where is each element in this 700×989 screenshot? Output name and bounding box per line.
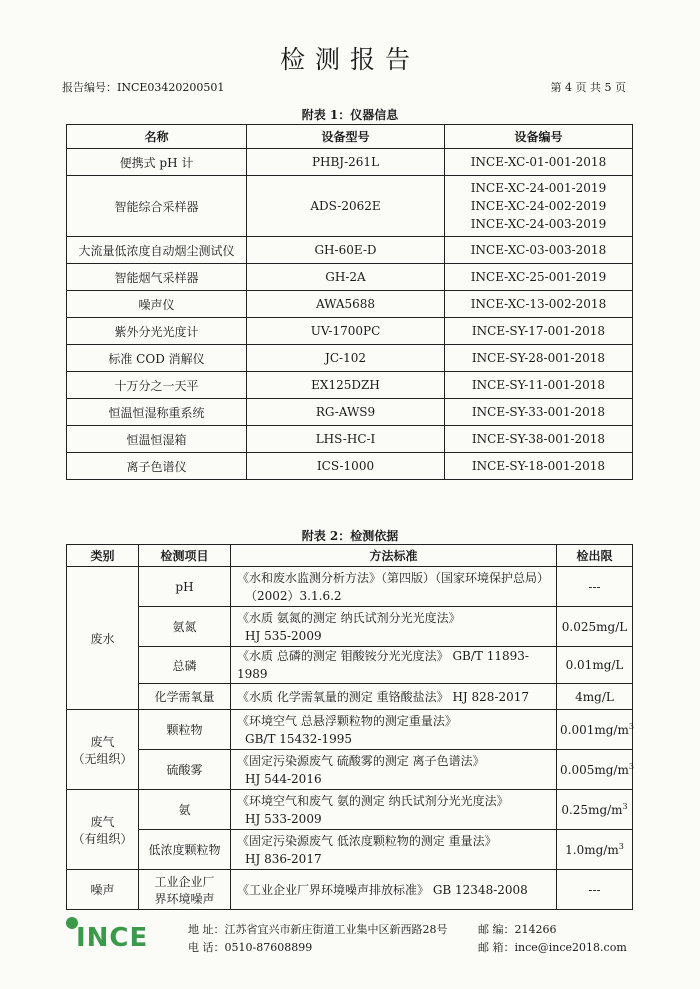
table-row xyxy=(67,684,633,710)
instrument-id-cell xyxy=(445,149,633,176)
table-row xyxy=(67,176,633,237)
instrument-name: 十万分之一天平 xyxy=(67,372,247,399)
method-line: HJ 836-2017 xyxy=(245,851,322,866)
unit-superscript: 3 xyxy=(622,802,628,811)
table-row xyxy=(67,710,633,750)
col-header-id: 设备编号 xyxy=(445,125,633,149)
test-item: 氨氮 xyxy=(172,620,197,634)
method-cell xyxy=(231,647,557,684)
instrument-model: EX125DZH xyxy=(247,372,445,399)
footer-phone: 电 话：0510-87608899 xyxy=(188,941,313,954)
category-cell xyxy=(67,870,139,910)
instrument-id-cell xyxy=(445,345,633,372)
method-cell xyxy=(231,750,557,790)
method-line: 《工业企业厂界环境噪声排放标准》 GB 12348-2008 xyxy=(237,882,528,897)
table-row xyxy=(67,750,633,790)
table2-caption: 附表 2：检测依据 xyxy=(301,529,399,543)
instrument-id: INCE-SY-28-001-2018 xyxy=(471,351,606,365)
instrument-id: INCE-SY-18-001-2018 xyxy=(471,459,606,473)
method-line: 《环境空气 总悬浮颗粒物的测定重量法》 xyxy=(237,713,457,728)
instrument-id: INCE-XC-03-003-2018 xyxy=(470,243,607,257)
method-line: HJ 535-2009 xyxy=(245,628,322,643)
instrument-id-cell xyxy=(445,426,633,453)
instrument-id-cell xyxy=(445,237,633,264)
test-item: 硫酸雾 xyxy=(166,763,203,777)
table-row xyxy=(67,426,633,453)
limit-cell xyxy=(557,607,633,647)
test-item: 颗粒物 xyxy=(166,723,203,737)
method-cell xyxy=(231,607,557,647)
detection-limit: --- xyxy=(588,882,601,897)
detection-limit: 0.25mg/m xyxy=(561,803,623,817)
method-cell xyxy=(231,567,557,607)
table-row xyxy=(67,453,633,480)
footer xyxy=(0,905,700,965)
instrument-id: INCE-XC-24-002-2019 xyxy=(470,199,607,213)
table-row xyxy=(67,291,633,318)
detection-limit: 0.025mg/L xyxy=(561,619,628,634)
page-number: 第 4 页 共 5 页 xyxy=(550,81,626,94)
instrument-model: LHS-HC-I xyxy=(247,426,445,453)
instrument-model: GH-2A xyxy=(247,264,445,291)
test-item: 氨 xyxy=(178,803,191,817)
limit-cell xyxy=(557,870,633,910)
limit-cell xyxy=(557,567,633,607)
instrument-id: INCE-XC-01-001-2018 xyxy=(470,155,607,169)
method-line: （2002）3.1.6.2 xyxy=(245,588,342,603)
category-cell xyxy=(67,710,139,790)
instrument-name: 恒温恒湿箱 xyxy=(67,426,247,453)
table-row xyxy=(67,264,633,291)
instrument-id-cell xyxy=(445,372,633,399)
method-cell xyxy=(231,830,557,870)
instrument-id-cell xyxy=(445,291,633,318)
instrument-id: INCE-SY-17-001-2018 xyxy=(471,324,606,338)
col-header-category: 类别 xyxy=(67,545,139,567)
test-item: 界环境噪声 xyxy=(154,891,215,906)
unit-superscript: 3 xyxy=(628,762,634,771)
test-item-cell xyxy=(139,870,231,910)
detection-limit: --- xyxy=(588,579,601,594)
detection-limit: 0.005mg/m xyxy=(560,763,629,777)
col-header-limit: 检出限 xyxy=(557,545,633,567)
method-cell xyxy=(231,684,557,710)
instrument-model: PHBJ-261L xyxy=(247,149,445,176)
instrument-id: INCE-SY-38-001-2018 xyxy=(471,432,606,446)
category-cell xyxy=(67,567,139,710)
col-header-item: 检测项目 xyxy=(139,545,231,567)
method-cell xyxy=(231,790,557,830)
instrument-id: INCE-XC-24-001-2019 xyxy=(470,181,607,195)
instrument-name: 智能综合采样器 xyxy=(67,176,247,237)
limit-cell xyxy=(557,647,633,684)
col-header-name: 名称 xyxy=(67,125,247,149)
instrument-name: 智能烟气采样器 xyxy=(67,264,247,291)
instrument-name: 标准 COD 消解仪 xyxy=(67,345,247,372)
table-row xyxy=(67,607,633,647)
method-line: 《水质 氨氮的测定 纳氏试剂分光光度法》 xyxy=(237,610,461,625)
instrument-model: RG-AWS9 xyxy=(247,399,445,426)
footer-email: 邮 箱：ince@ince2018.com xyxy=(478,941,627,954)
method-line: HJ 533-2009 xyxy=(245,811,322,826)
limit-cell xyxy=(557,684,633,710)
instrument-name: 噪声仪 xyxy=(67,291,247,318)
instrument-model: AWA5688 xyxy=(247,291,445,318)
table-row xyxy=(67,830,633,870)
limit-cell xyxy=(557,790,633,830)
instrument-table xyxy=(66,124,633,480)
instrument-model: UV-1700PC xyxy=(247,318,445,345)
table-row xyxy=(67,567,633,607)
test-item-cell xyxy=(139,710,231,750)
test-item-cell xyxy=(139,790,231,830)
test-item-cell xyxy=(139,607,231,647)
method-line: 《水质 化学需氧量的测定 重铬酸盐法》 HJ 828-2017 xyxy=(237,689,530,704)
method-line: GB/T 15432-1995 xyxy=(245,731,353,746)
instrument-name: 离子色谱仪 xyxy=(67,453,247,480)
instrument-id: INCE-XC-24-003-2019 xyxy=(470,217,607,231)
category-label: 噪声 xyxy=(90,883,115,897)
page-title: 检测报告 xyxy=(279,45,420,74)
method-line: 《水和废水监测分析方法》（第四版）（国家环境保护总局） xyxy=(237,570,550,585)
instrument-id-cell xyxy=(445,264,633,291)
method-cell xyxy=(231,710,557,750)
table-row xyxy=(67,149,633,176)
method-cell xyxy=(231,870,557,910)
instrument-id: INCE-XC-25-001-2019 xyxy=(470,270,607,284)
test-item-cell xyxy=(139,830,231,870)
instrument-id: INCE-SY-33-001-2018 xyxy=(471,405,606,419)
test-item: 化学需氧量 xyxy=(154,690,215,704)
instrument-model: ICS-1000 xyxy=(247,453,445,480)
instrument-model: GH-60E-D xyxy=(247,237,445,264)
company-logo: INCE xyxy=(76,923,149,953)
unit-superscript: 3 xyxy=(628,722,634,731)
limit-cell xyxy=(557,830,633,870)
limit-cell xyxy=(557,710,633,750)
test-item-cell xyxy=(139,567,231,607)
test-item-cell xyxy=(139,647,231,684)
method-line: 《固定污染源废气 硫酸雾的测定 离子色谱法》 xyxy=(237,753,485,768)
test-item: 工业企业厂 xyxy=(154,874,215,889)
table-row xyxy=(67,318,633,345)
table-row xyxy=(67,345,633,372)
test-item-cell xyxy=(139,684,231,710)
detection-limit: 0.001mg/m xyxy=(560,723,629,737)
detection-limit: 1.0mg/m xyxy=(565,843,619,857)
table1-caption: 附表 1：仪器信息 xyxy=(301,108,399,122)
method-line: 《固定污染源废气 低浓度颗粒物的测定 重量法》 xyxy=(237,833,497,848)
table-row xyxy=(67,237,633,264)
table-row xyxy=(67,399,633,426)
instrument-name: 紫外分光光度计 xyxy=(67,318,247,345)
instrument-model: JC-102 xyxy=(247,345,445,372)
instrument-name: 大流量低浓度自动烟尘测试仪 xyxy=(67,237,247,264)
category-label: 废气 xyxy=(90,734,115,749)
instrument-model: ADS-2062E xyxy=(247,176,445,237)
unit-superscript: 3 xyxy=(618,842,624,851)
category-label: 废水 xyxy=(90,631,115,646)
detection-limit: 4mg/L xyxy=(575,689,614,704)
category-label: （无组织） xyxy=(72,751,133,766)
instrument-name: 便携式 pH 计 xyxy=(67,149,247,176)
table-row xyxy=(67,372,633,399)
footer-postcode: 邮 编：214266 xyxy=(478,923,557,936)
instrument-id-cell xyxy=(445,453,633,480)
table-row xyxy=(67,790,633,830)
instrument-id: INCE-SY-11-001-2018 xyxy=(471,378,606,392)
report-number: 报告编号：INCE03420200501 xyxy=(62,81,225,94)
test-item-cell xyxy=(139,750,231,790)
category-label: 废气 xyxy=(90,814,115,829)
table-row xyxy=(67,870,633,910)
col-header-model: 设备型号 xyxy=(247,125,445,149)
test-item: pH xyxy=(175,579,194,594)
category-label: （有组织） xyxy=(72,831,133,846)
method-line: 《环境空气和废气 氨的测定 纳氏试剂分光光度法》 xyxy=(237,793,509,808)
footer-address: 地 址：江苏省宜兴市新庄街道工业集中区新西路28号 xyxy=(188,923,448,936)
instrument-id-cell xyxy=(445,318,633,345)
method-line: HJ 544-2016 xyxy=(245,771,322,786)
method-table xyxy=(66,544,633,910)
detection-limit: 0.01mg/L xyxy=(565,658,624,672)
instrument-id-cell xyxy=(445,176,633,237)
method-line: 《水质 总磷的测定 钼酸铵分光光度法》 GB/T 11893-1989 xyxy=(237,649,529,681)
col-header-method: 方法标准 xyxy=(231,545,557,567)
table-row xyxy=(67,647,633,684)
instrument-id-cell xyxy=(445,399,633,426)
instrument-name: 恒温恒湿称重系统 xyxy=(67,399,247,426)
instrument-id: INCE-XC-13-002-2018 xyxy=(470,297,607,311)
category-cell xyxy=(67,790,139,870)
test-item: 总磷 xyxy=(172,658,197,673)
limit-cell xyxy=(557,750,633,790)
test-item: 低浓度颗粒物 xyxy=(148,843,221,857)
